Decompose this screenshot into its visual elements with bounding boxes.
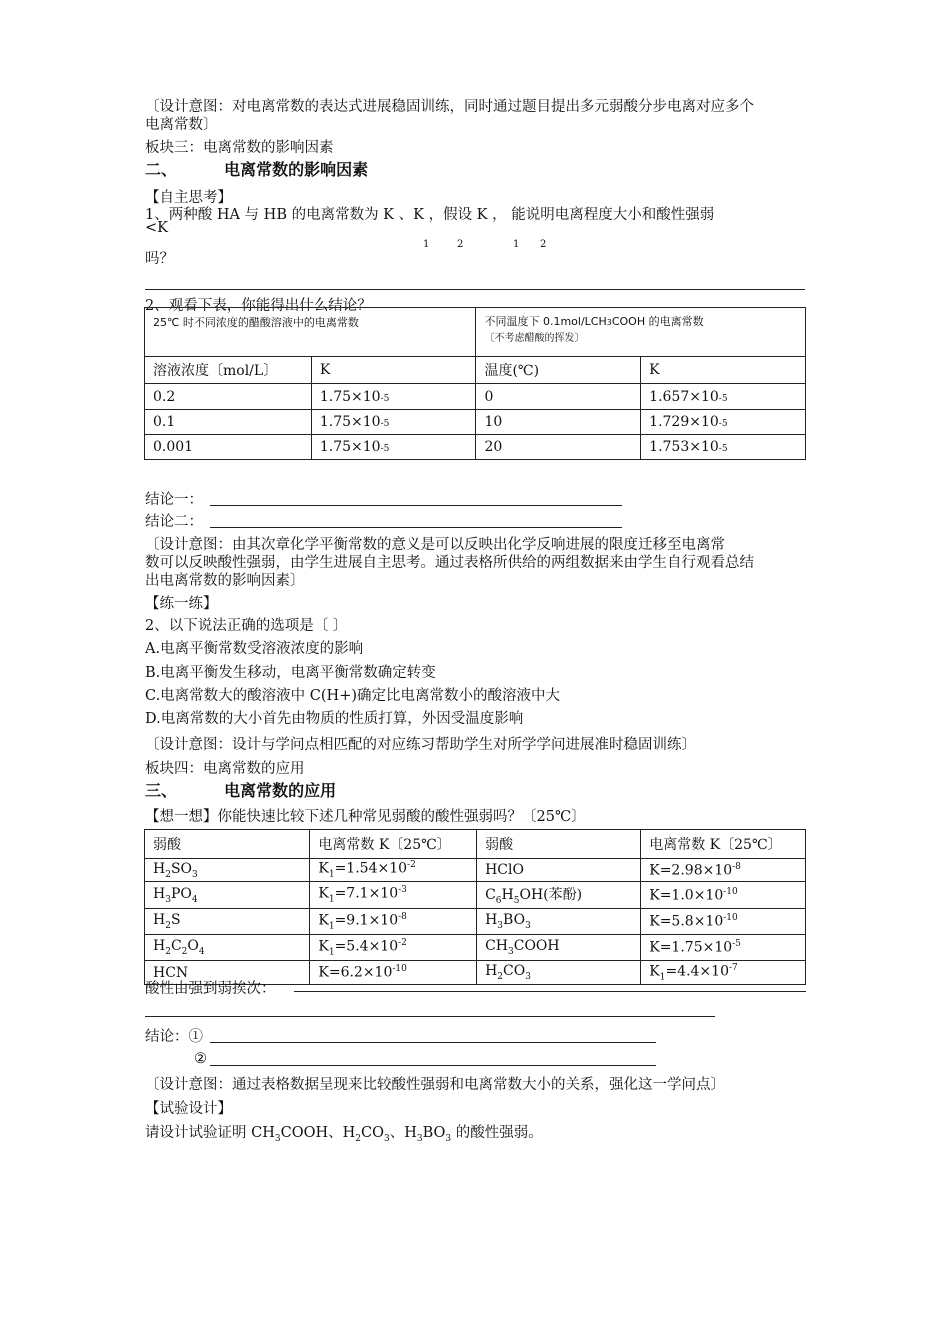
acid-cell	[477, 909, 641, 935]
subscript: 3	[416, 1134, 423, 1144]
text: C	[170, 938, 182, 954]
acid-cell	[477, 882, 641, 909]
question-1-sub-b: 2	[457, 239, 464, 250]
acid-cell	[145, 859, 310, 882]
k-value: 1.75×10	[319, 439, 381, 455]
conclusion-line-1	[210, 1042, 656, 1043]
subscript: 3	[525, 972, 531, 982]
design-intent-4: 〔设计意图：通过表格数据呈现来比较酸性强弱和电离常数大小的关系，强化这一学问点〕	[145, 1077, 725, 1093]
text: K	[318, 938, 329, 955]
subscript: 4	[198, 947, 205, 957]
think-prompt: 【想一想】你能快速比较下述几种常见弱酸的酸性强弱吗？〔25℃〕	[145, 809, 586, 825]
option-a: A.电离平衡常数受溶液浓度的影响	[145, 641, 364, 657]
conclusion-one-line	[210, 505, 622, 506]
table-row	[145, 435, 806, 460]
col-header-temperature: 温度(℃)	[476, 357, 641, 384]
exponent: -2	[398, 937, 407, 948]
subscript: 2	[497, 972, 504, 982]
k-value: 1.75×10	[319, 414, 381, 430]
text: H	[485, 912, 498, 928]
acid-cell	[145, 935, 310, 961]
text: BO	[422, 1125, 446, 1141]
left-header-text: 25℃ 时不同浓度的醋酸溶液中的电离常数	[153, 316, 359, 329]
k-value: 1.753×10	[649, 439, 719, 455]
subscript: 1	[328, 869, 335, 880]
conclusion-one-label: 结论一：	[145, 492, 203, 508]
text: H	[485, 963, 498, 979]
col-header-k2: K	[641, 357, 806, 384]
subscript: 1	[328, 894, 335, 905]
section-two-heading	[145, 161, 368, 179]
col-header-constant: 电离常数 K〔25℃〕	[310, 830, 477, 859]
design-intent-1-line1: 〔设计意图：对电离常数的表达式进展稳固训练，同时通过题目提出多元弱酸分步电离对应多个	[145, 99, 754, 115]
text: =5.4×10	[334, 938, 399, 955]
answer-line	[145, 289, 805, 290]
table-cell: 10	[476, 410, 641, 435]
acid-cell	[477, 961, 641, 985]
table-cell	[641, 384, 806, 410]
acidity-order-line-1	[294, 991, 806, 992]
right-header-note: 〔不考虑醋酸的挥发〕	[484, 333, 585, 344]
conclusion-line-2	[210, 1065, 656, 1066]
text: BO	[503, 912, 526, 928]
text: 请设计试验证明 CH	[145, 1125, 275, 1141]
table-header-row	[145, 830, 806, 859]
table-cell	[641, 435, 806, 460]
text: 、H	[389, 1125, 417, 1141]
text: H	[153, 938, 166, 954]
question-3-text: 2、以下说法正确的选项是〔 〕	[145, 618, 348, 634]
subscript: 1	[659, 972, 666, 983]
constant-cell	[310, 935, 477, 961]
right-header-tail: COOH 的电离常数	[611, 315, 704, 328]
question-1-text: 1、两种酸 HA 与 HB 的电离常数为 K 、K ，假设 K ， 能说明电离程度大小和酸性强弱	[145, 207, 715, 223]
table-row	[145, 935, 806, 961]
section-three-heading	[145, 782, 336, 800]
subscript: 4	[191, 894, 198, 905]
experiment-question	[145, 1124, 543, 1148]
constant-cell	[310, 961, 477, 985]
table-cell: 20	[476, 435, 641, 460]
practice-label: 【练一练】	[145, 596, 218, 612]
exponent: -7	[728, 962, 738, 973]
subscript: 3	[445, 1134, 452, 1144]
constant-cell	[310, 882, 477, 909]
acid-cell	[145, 909, 310, 935]
exponent: -10	[392, 964, 407, 975]
text: K	[649, 963, 660, 980]
table-row	[145, 384, 806, 410]
design-intent-2-line3: 出电离常数的影响因素〕	[145, 573, 305, 589]
subscript: 3	[383, 1134, 390, 1144]
col-header-acid: 弱酸	[145, 830, 310, 859]
exponent: -2	[407, 860, 416, 871]
text: K	[318, 885, 329, 902]
k-value: 1.729×10	[649, 414, 719, 430]
exponent: -5	[732, 939, 741, 950]
acid-cell	[477, 859, 641, 882]
subscript: 3	[165, 894, 171, 905]
table-row	[145, 882, 806, 909]
table-cell: 0	[476, 384, 641, 410]
exponent: -3	[398, 885, 407, 896]
subscript: 2	[165, 869, 171, 880]
constant-cell	[641, 935, 806, 961]
subscript: 2	[165, 921, 171, 931]
text: HClO	[485, 862, 524, 878]
subscript: 1	[328, 921, 335, 932]
k-exponent: -5	[718, 444, 728, 454]
acidity-order-line-2	[145, 1016, 715, 1017]
table-cell: 0.001	[145, 435, 312, 460]
question-1-end: 吗？	[145, 251, 174, 267]
text: OH(苯酚)	[519, 887, 583, 903]
right-table-header	[476, 308, 806, 357]
experiment-label: 【试验设计】	[145, 1101, 232, 1117]
exponent: -10	[723, 913, 738, 924]
text: SO	[170, 860, 193, 877]
conclusion-two-label: 结论二：	[145, 514, 203, 530]
table-cell	[311, 384, 476, 410]
subscript: 6	[495, 896, 502, 906]
text: C	[485, 887, 496, 903]
table-cell	[311, 435, 476, 460]
conclusion-two-line	[210, 527, 622, 528]
table-cell: 0.1	[145, 410, 312, 435]
acidity-order-label: 酸性由强到弱挨次：	[145, 981, 276, 997]
subscript: 3	[525, 921, 531, 931]
subscript: 2	[355, 1134, 361, 1144]
text: K=1.0×10	[649, 887, 724, 904]
text: 的酸性强弱。	[451, 1125, 543, 1141]
k-exponent: -5	[380, 444, 390, 454]
k-exponent: -5	[380, 419, 390, 429]
text: K=5.8×10	[649, 913, 724, 930]
text: CO	[361, 1125, 384, 1141]
subscript: 3	[497, 921, 504, 931]
text: =7.1×10	[334, 885, 399, 902]
design-intent-2-line2: 数可以反映酸性强弱，由学生进展自主思考。通过表格所供给的两组数据来由学生自行观看总结	[145, 555, 754, 571]
constant-table	[144, 307, 806, 460]
col-header-acid-2: 弱酸	[477, 830, 641, 859]
section-three-number: 三、	[145, 781, 178, 800]
text: =9.1×10	[334, 912, 399, 929]
constant-cell	[641, 909, 806, 935]
option-d: D.电离常数的大小首先由物质的性质打算，外因受温度影响	[145, 711, 524, 727]
k-exponent: -5	[718, 419, 728, 429]
right-header-sub: 3	[606, 318, 612, 327]
text: H	[153, 885, 166, 902]
module-four-title: 板块四：电离常数的应用	[145, 761, 305, 777]
exponent: -10	[723, 886, 738, 897]
question-1-sub-a: 1	[423, 239, 430, 250]
left-table-header	[145, 308, 476, 357]
acid-cell	[477, 935, 641, 961]
text: =4.4×10	[665, 963, 729, 980]
text: K	[318, 912, 329, 929]
col-header-k: K	[311, 357, 476, 384]
text: HCN	[153, 964, 189, 981]
subscript: 3	[508, 947, 514, 957]
text: O	[187, 938, 199, 954]
option-b: B.电离平衡发生移动，电离平衡常数确定转变	[145, 665, 436, 681]
text: COOH、H	[280, 1125, 356, 1141]
col-header-concentration: 溶液浓度〔mol/L〕	[145, 357, 312, 384]
question-1-sub-d: 2	[540, 239, 547, 250]
subscript: 1	[328, 947, 335, 958]
design-intent-1-line2: 电离常数〕	[145, 117, 218, 133]
subscript: 3	[274, 1134, 281, 1144]
text: K	[318, 860, 329, 877]
text: K=1.75×10	[649, 939, 733, 956]
k-value: 1.75×10	[319, 388, 381, 405]
table-cell	[311, 410, 476, 435]
right-header-main: 不同温度下 0.1mol/LCH	[484, 315, 607, 328]
section-two-number: 二、	[145, 160, 178, 179]
conclusion-circle-2: ②	[194, 1051, 207, 1067]
question-2-text: 2、观看下表，你能得出什么结论？	[145, 298, 372, 314]
text: =1.54×10	[334, 860, 408, 877]
design-intent-2-line1: 〔设计意图：由其次章化学平衡常数的意义是可以反映出化学反响进展的限度迁移至电离常	[145, 537, 725, 553]
weak-acid-table	[144, 829, 806, 985]
table-row	[145, 909, 806, 935]
subscript: 2	[165, 947, 171, 957]
acid-cell	[145, 882, 310, 909]
text: COOH	[513, 938, 560, 954]
self-think-label: 【自主思考】	[145, 190, 232, 206]
constant-cell	[310, 859, 477, 882]
text: K=6.2×10	[318, 964, 393, 981]
option-c: C.电离常数大的酸溶液中 C(H+)确定比电离常数小的酸溶液中大	[145, 688, 560, 704]
k-exponent: -5	[380, 393, 390, 404]
text: H	[501, 887, 514, 903]
conclusion-label: 结论：①	[145, 1029, 203, 1045]
table-row	[145, 859, 806, 882]
constant-cell	[310, 909, 477, 935]
table-row	[145, 410, 806, 435]
text: CH	[485, 938, 508, 954]
table-cell	[641, 410, 806, 435]
subscript: 3	[192, 869, 198, 880]
text: S	[170, 912, 181, 928]
constant-cell	[641, 961, 806, 985]
section-three-title: 电离常数的应用	[224, 781, 337, 800]
text: PO	[170, 885, 192, 902]
col-header-constant-2: 电离常数 K〔25℃〕	[641, 830, 806, 859]
subscript: 5	[513, 896, 520, 906]
question-1-sub-c: 1	[513, 239, 520, 250]
exponent: -8	[732, 861, 741, 872]
constant-cell	[641, 882, 806, 909]
exponent: -8	[398, 911, 407, 922]
text: H	[153, 912, 166, 928]
question-1-lt: <K	[145, 220, 168, 236]
section-two-title: 电离常数的影响因素	[224, 160, 369, 179]
k-exponent: -5	[718, 393, 728, 404]
table-cell: 0.2	[145, 384, 312, 410]
text: CO	[503, 963, 526, 979]
design-intent-3: 〔设计意图：设计与学问点相匹配的对应练习帮助学生对所学学问进展准时稳固训练〕	[145, 737, 696, 753]
k-value: 1.657×10	[649, 388, 719, 405]
subscript: 2	[181, 947, 188, 957]
module-three-title: 板块三：电离常数的影响因素	[145, 140, 334, 156]
text: K=2.98×10	[649, 862, 733, 879]
constant-cell	[641, 859, 806, 882]
text: H	[153, 860, 166, 877]
